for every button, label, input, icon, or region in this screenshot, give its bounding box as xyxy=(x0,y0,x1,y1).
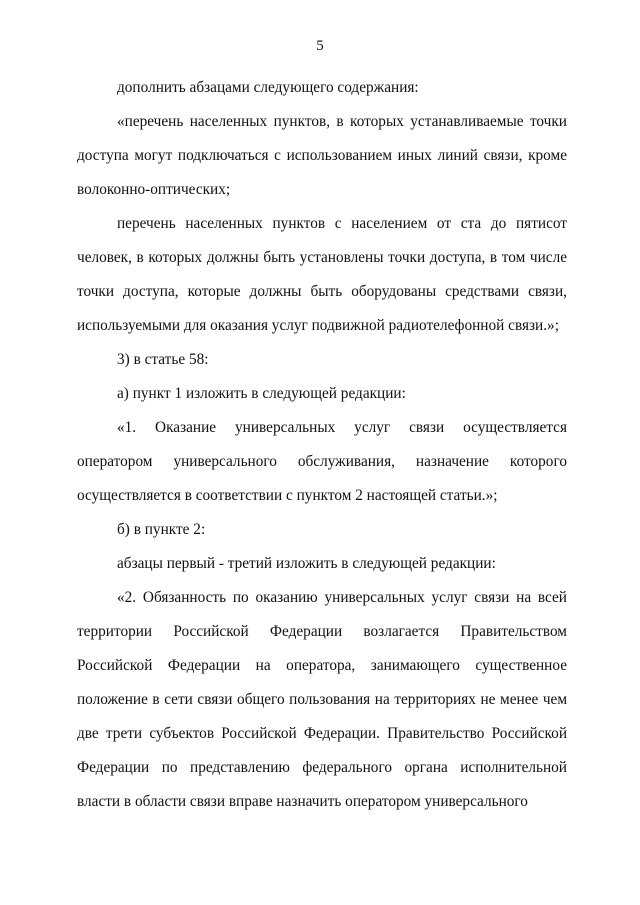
paragraph-obligation: «2. Обязанность по оказанию универсальных услуг связи на всей территории Российской Федерации возлагается Правительством Российской Федерации на оператора, занимающего существенное положение в сети связи общего пользования на территориях не менее чем две трети субъектов Российской Федерации. Правительство Российской Федерации по представлению федерального органа исполнительной власти в области связи вправе назначить оператором универсального xyxy=(77,589,567,810)
paragraph-intro: дополнить абзацами следующего содержания: xyxy=(117,79,419,96)
paragraph-list-points-other-lines: «перечень населенных пунктов, в которых устанавливаемые точки доступа могут подключаться с использованием иных линий связи, кроме волоконно-оптических; xyxy=(77,113,567,198)
paragraph-list-points-population: перечень населенных пунктов с населением от ста до пятисот человек, в которых должны быть установлены точки доступа, в том числе точки доступа, которые должны быть оборудованы средствами связи, используемыми для оказания услуг подвижной радиотелефонной связи.»; xyxy=(77,215,567,334)
paragraph-item-a: а) пункт 1 изложить в следующей редакции: xyxy=(117,385,406,402)
paragraph-article-58: 3) в статье 58: xyxy=(117,351,209,368)
page-number: 5 xyxy=(316,38,324,54)
document-body xyxy=(77,71,567,819)
paragraph-item-b: б) в пункте 2: xyxy=(117,521,206,538)
paragraph-abzatsy: абзацы первый - третий изложить в следующей редакции: xyxy=(117,555,496,572)
paragraph-universal-services: «1. Оказание универсальных услуг связи осуществляется оператором универсального обслуживания, назначение которого осуществляется в соответствии с пунктом 2 настоящей статьи.»; xyxy=(77,419,567,504)
